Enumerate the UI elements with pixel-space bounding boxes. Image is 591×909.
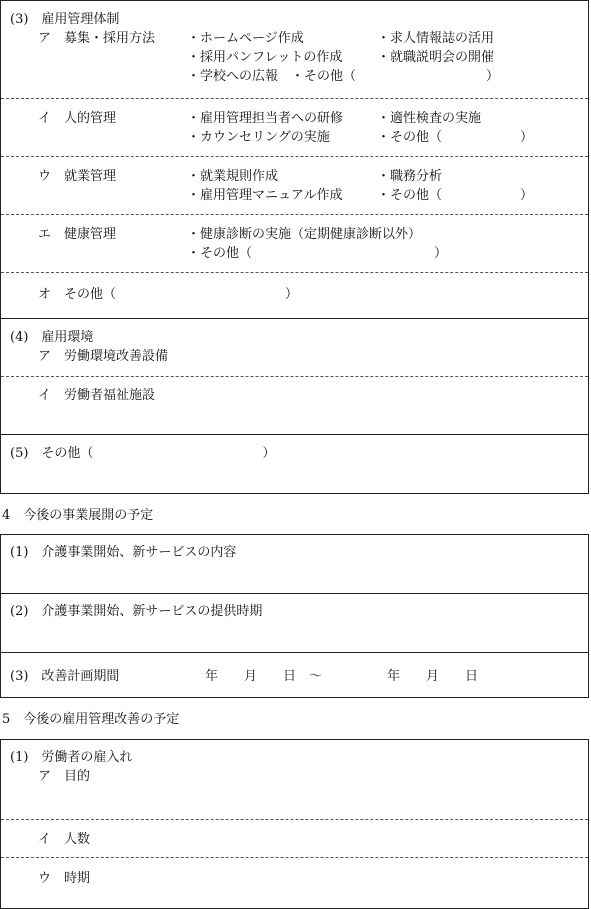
recruit-method-label: ア 募集・採用方法	[38, 31, 156, 46]
divider	[1, 156, 588, 157]
personnel-management-label: イ 人的管理	[38, 111, 117, 126]
divider	[1, 857, 588, 858]
option-health-check: ・健康診断の実施（定期健康診断以外）	[187, 227, 422, 242]
other-management-label: オ その他（ ）	[38, 287, 299, 302]
divider	[1, 376, 588, 377]
option-work-rules: ・就業規則作成	[187, 169, 279, 184]
divider	[1, 434, 588, 435]
work-management-label: ウ 就業管理	[38, 169, 117, 184]
section-4-heading: (4) 雇用環境	[10, 330, 94, 345]
divider	[1, 593, 588, 594]
section-3-heading: (3) 雇用管理体制	[10, 12, 120, 27]
new-service-timing-label: (2) 介護事業開始、新サービスの提供時期	[10, 604, 263, 619]
employment-improvement-box	[0, 739, 589, 909]
hiring-heading: (1) 労働者の雇入れ	[10, 750, 133, 765]
divider	[1, 98, 588, 99]
divider	[1, 652, 588, 653]
option-pamphlet: ・採用パンフレットの作成	[187, 50, 343, 65]
option-other-personnel: ・その他（ ）	[377, 130, 534, 145]
divider	[1, 272, 588, 273]
divider	[1, 214, 588, 215]
option-job-fair: ・就職説明会の開催	[377, 50, 495, 65]
option-manual: ・雇用管理マニュアル作成	[187, 188, 343, 203]
hiring-purpose-label: ア 目的	[38, 769, 91, 784]
part-5-title: 5 今後の雇用管理改善の予定	[2, 712, 180, 727]
work-environment-equipment-label: ア 労働環境改善設備	[38, 349, 169, 364]
section-5-label: (5) その他（ ）	[10, 446, 276, 461]
improvement-period-dates: 年 月 日 ～ 年 月 日	[205, 669, 479, 684]
business-plan-box	[0, 534, 589, 698]
divider	[1, 318, 588, 319]
part-4-title: 4 今後の事業展開の予定	[2, 508, 154, 523]
option-training: ・雇用管理担当者への研修	[187, 111, 344, 126]
option-job-magazine: ・求人情報誌の活用	[377, 31, 495, 46]
option-other-health: ・その他（ ）	[187, 246, 448, 261]
improvement-period-label: (3) 改善計画期間	[10, 669, 120, 684]
hiring-count-label: イ 人数	[38, 832, 91, 847]
hiring-timing-label: ウ 時期	[38, 871, 91, 886]
option-homepage: ・ホームページ作成	[187, 31, 304, 46]
option-aptitude-test: ・適性検査の実施	[377, 111, 482, 126]
divider	[1, 819, 588, 820]
option-other-work: ・その他（ ）	[377, 188, 534, 203]
welfare-facility-label: イ 労働者福祉施設	[38, 388, 156, 403]
health-management-label: エ 健康管理	[38, 227, 117, 242]
option-job-analysis: ・職務分析	[377, 169, 443, 184]
option-counseling: ・カウンセリングの実施	[187, 130, 330, 145]
new-service-content-label: (1) 介護事業開始、新サービスの内容	[10, 545, 237, 560]
option-school-other: ・学校への広報 ・その他（ ）	[187, 69, 500, 84]
